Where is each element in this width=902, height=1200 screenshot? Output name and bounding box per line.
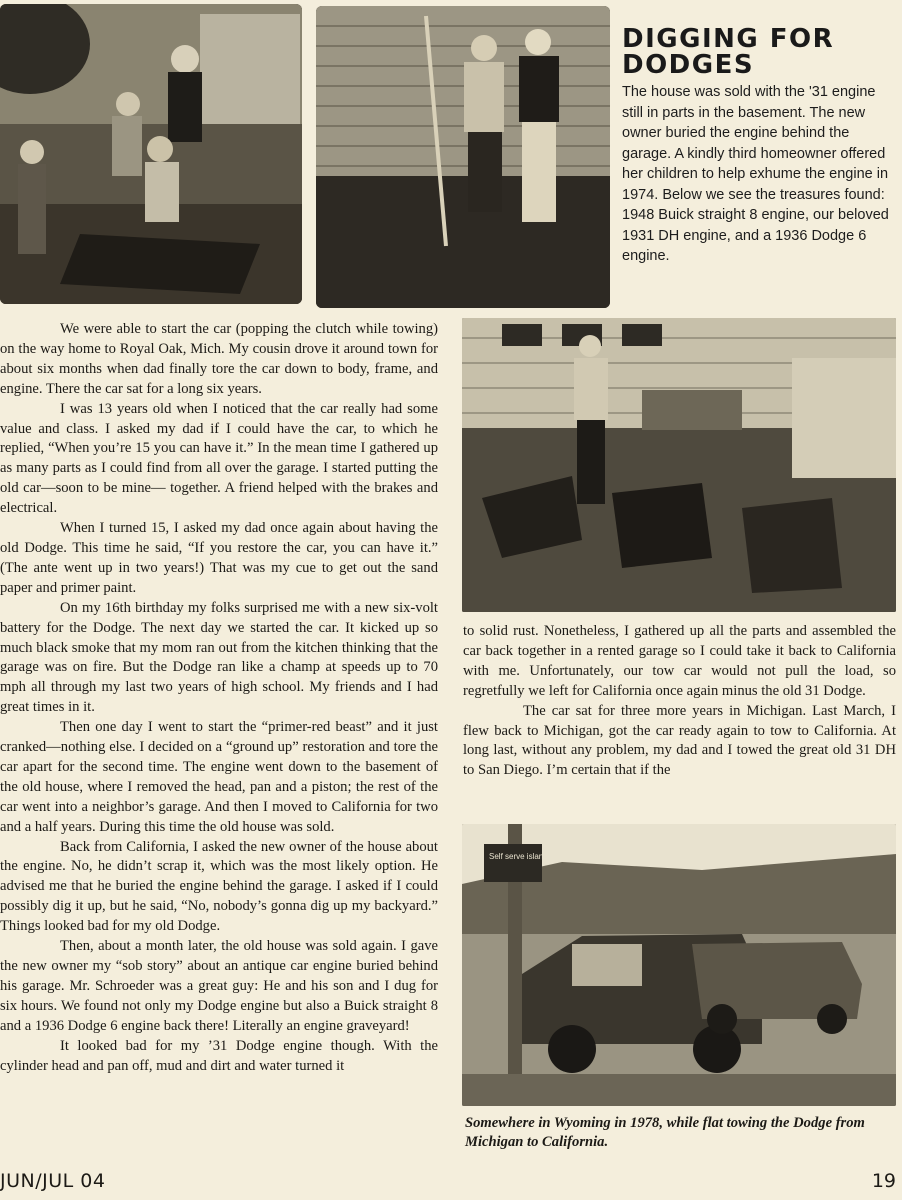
article-paragraph: When I turned 15, I asked my dad once again about having the old Dodge. This time he said, “If you restore the car, you can have it.” (The ante went up in two years!) That was my cue to get out the sand paper and primer paint. [0,520,438,596]
issue-date: JUN/JUL 04 [0,1170,106,1192]
article-paragraph-continued: to solid rust. Nonetheless, I gathered up all the parts and assembled the car back together in a rented garage so I could take it back to California with me. Unfortunately, our tow car would not pull the load, so regretfully we left for California once again minus the old 31 Dodge. [463,623,896,699]
sidebar-title: DIGGING FOR DODGES [622,24,835,80]
article-right-column [463,622,896,781]
photo-three-engines-scene [462,318,896,612]
photo-towing-dodge-wyoming [462,824,896,1106]
article-paragraph: It looked bad for my ’31 Dodge engine though. With the cylinder head and pan off, mud and dirt and water turned it [0,1037,438,1074]
photo-men-with-shovels [316,6,610,308]
article-paragraph: Back from California, I asked the new owner of the house about the engine. No, he didn’t scrap it, which was the most likely option. He advised me that he buried the engine behind the garage. I asked if I could possibly dig it up, but he said, “No, nobody’s gonna dig up my backyard.” Things looked bad for my old Dodge. [0,838,438,935]
article-paragraph: The car sat for three more years in Michigan. Last March, I flew back to Michigan, got the car ready again to tow to California. At long last, without any problem, my dad and I towed the great old 31 DH to San Diego. I’m certain that if the [463,702,896,779]
photo-children-digging [0,4,302,304]
photo-three-engines [462,318,896,612]
photo-caption: Somewhere in Wyoming in 1978, while flat towing the Dodge from Michigan to California. [465,1115,865,1150]
photo-towing-dodge-scene [462,824,896,1106]
sidebar-text: The house was sold with the '31 engine still in parts in the basement. The new owner buried the engine behind the garage. A kindly third homeowner offered her children to help exhume the engine in 1974. Below we see the treasures found: 1948 Buick straight 8 engine, our beloved 1931 DH engine, and a 1936 Dodge 6 engine. [622,84,889,264]
article-left-column [0,320,438,1076]
article-paragraph: We were able to start the car (popping the clutch while towing) on the way home to Royal Oak, Mich. My cousin drove it around town for about six months when dad finally tore the car down to body, frame, and engine. There the car sat for a long six years. [0,321,438,397]
page-number: 19 [871,1170,896,1192]
sign-text: Self serve island [489,852,548,861]
photo-children-digging-scene [0,4,302,304]
photo-men-with-shovels-scene [316,6,610,308]
article-paragraph: On my 16th birthday my folks surprised me with a new six-volt battery for the Dodge. The next day we started the car. It kicked up so much black smoke that my mom ran out from the kitchen thinking that the garage was on fire. But the Dodge ran like a champ at speeds up to 70 mph all through my last two years of high school. My friends and I had great times in it. [0,599,438,716]
article-paragraph: Then one day I went to start the “primer-red beast” and it just cranked—nothing else. I decided on a “ground up” restoration and tore the car apart for the second time. The engine went down to the basement of the old house, where I removed the head, pan and a piston; the rest of the car went into a neighbor’s garage. And then I moved to California for two and a half years. During this time the old house was sold. [0,719,438,835]
article-paragraph: I was 13 years old when I noticed that the car really had some value and class. I asked my dad if I could have the car, to which he replied, “When you’re 15 you can have it.” In the mean time I gathered up as many parts as I could find from all over the garage. I started putting the old car—soon to be mine— together. A friend helped with the brakes and electrical. [0,400,438,517]
article-paragraph: Then, about a month later, the old house was sold again. I gave the new owner my “sob story” about an antique car engine buried behind his garage. Mr. Schroeder was a great guy: He and his son and I dug for six hours. We found not only my Dodge engine but also a Buick straight 8 and a 1936 Dodge 6 engine back there! Literally an engine graveyard! [0,938,438,1034]
